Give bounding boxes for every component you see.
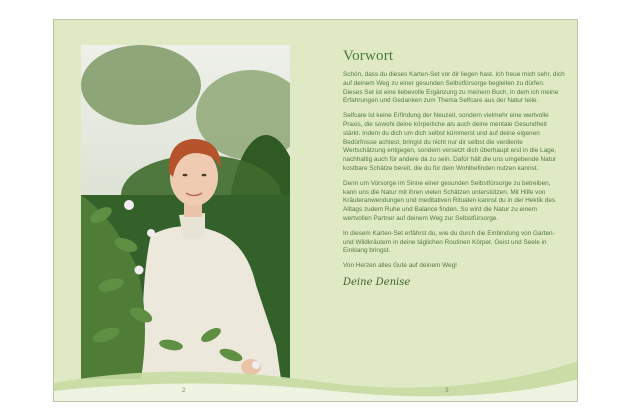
decorative-wave: [54, 341, 578, 401]
page-number-right: 3: [445, 387, 449, 394]
book-spread: [53, 19, 578, 402]
foreword-page: [343, 48, 565, 288]
paragraph-5: Von Herzen alles Gute auf deinem Weg!: [343, 262, 457, 270]
signature: Deine Denise: [343, 276, 411, 288]
page-number-left: 2: [182, 387, 186, 394]
page-title: Vorwort: [343, 48, 394, 64]
portrait-photo: [81, 45, 290, 379]
paragraph-1: Schön, dass du dieses Karten-Set vor dir liegen hast. Ich freue mich sehr, dich auf deinem Weg zu einer gesunden Selbstfürsorge begleiten zu dürfen. Dieses Set ist eine liebevolle Ergänzung zu meinem Buch, in dem ich meine Erfahrungen und Gedanken zum Thema Selfcare aus der Natur teile.: [343, 71, 565, 105]
portrait-illustration: [81, 45, 290, 379]
paragraph-3: Denn um Vorsorge im Sinne einer gesunden Selbstfürsorge zu betreiben, kann uns die Natur mit ihren vielen Schätzen unterstützen. Mit Hilfe von Kräuteranwendungen und meditativen Ritualen kannst du in der Hektik des Alltags zudem Ruhe und Balance finden. So wird die Natur zu einem wertvollen Partner auf deinem Weg zur Selbstfürsorge.: [343, 179, 556, 222]
paragraph-4: In diesem Karten-Set erfährst du, wie du durch die Einbindung von Garten- und Wildkräutern in deine täglichen Routinen Körper, Geist und Seele in Einklang bringst.: [343, 229, 555, 255]
paragraph-2: Selfcare ist keine Erfindung der Neuzeit, sondern vielmehr eine wertvolle Praxis, die sowohl deine körperliche als auch deine mentale Gesundheit stärkt. Indem du dich um dich selbst kümmerst und auf deine eigenen Bedürfnisse achtest, bringst du nicht nur dir selbst die verdiente Wertschätzung entgegen, sondern versetzt dich überhaupt erst in die Lage, nachhaltig auch für andere da zu sein. Dafür hält die uns umgebende Natur kostbare Schätze bereit, die du für dein Wohlbefinden nutzen kannst.: [343, 112, 557, 172]
